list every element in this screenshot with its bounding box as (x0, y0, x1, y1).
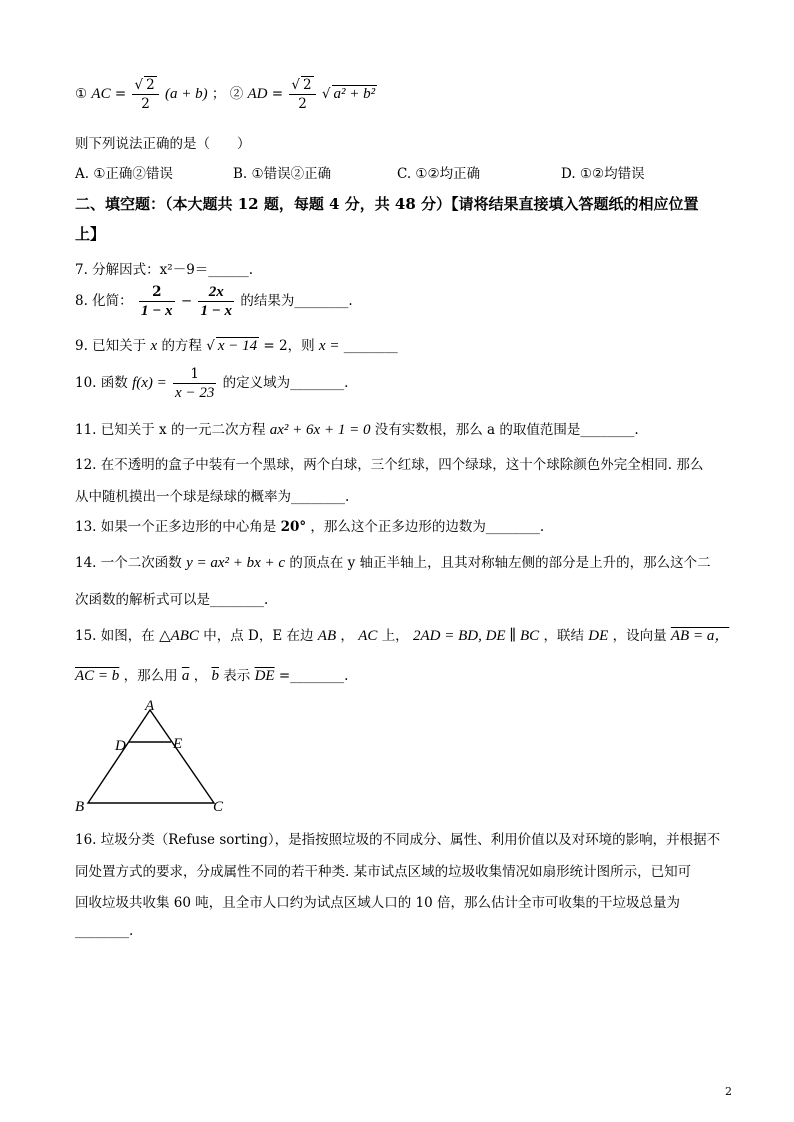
q9-x: x (150, 338, 158, 354)
page-number: 2 (725, 1085, 732, 1098)
sqrt2-over-2-fraction-2: $\frac{√ 2}{2}$ (289, 76, 315, 113)
q10-suffix: 的定义域为________. (222, 375, 349, 391)
prev-question-stem: 则下列说法正确的是（ ） (75, 136, 251, 152)
q15-ac: AC (358, 628, 378, 644)
option-b[interactable]: B. ①错误②正确 (233, 166, 332, 182)
question-8: 8. 化简： $\frac{2}{1 - x}$ − $\frac{2x}{1 - x}$ 的结果为________. (75, 284, 353, 319)
question-11 (75, 418, 734, 439)
denominator-2: 2 (141, 96, 150, 112)
question-16-line1: 16. 垃圾分类（Refuse sorting），是指按照垃圾的不同成分、属性、利用价值以及对环境的影响，并根据不 (75, 832, 721, 848)
q15-condition: 2AD = BD, DE ∥ BC (412, 628, 540, 644)
q15-prefix: 15. 如图，在 (75, 628, 155, 644)
question-7: 7. 分解因式：x²－9＝______. (75, 262, 254, 278)
q9-mid: 的方程 (161, 338, 202, 354)
prev-question-formulas: ① AC = $\frac{√ 2}{2}$ (a + b) ； ② AD = $\frac{√ 2}{2}$ √ a² + b² (75, 77, 376, 112)
triangle-abc (88, 710, 214, 803)
question-15-line2 (75, 664, 734, 685)
q15-line2-c: 表示 (223, 668, 251, 684)
question-16-line3: 回收垃圾共收集 60 吨，且全市人口约为试点区域人口的 10 倍，那么估计全市可收集的干垃圾总量为 (75, 895, 681, 911)
question-13 (75, 515, 734, 535)
q9-radicand: x − 14 (217, 338, 258, 354)
sqrt2-over-2-fraction-1: $\frac{√ 2}{2}$ (132, 76, 158, 113)
q14-equation: y = ax² + bx + c (186, 555, 286, 571)
q15-sep: ， (193, 668, 208, 684)
q15-vector-a: $\overline{a}$ (181, 668, 190, 684)
a2-plus-b2-radicand: a² + b² (333, 86, 376, 102)
q13-prefix: 13. 如果一个正多边形的中心角是 (75, 519, 277, 535)
q8-den-2: 1 − x (200, 303, 233, 319)
option-c[interactable]: C. ①②均正确 (397, 166, 481, 182)
q15-line2-d: =________. (278, 668, 349, 684)
q15-mid2: 上， (381, 628, 409, 644)
ac-label: AC (91, 86, 111, 102)
question-12-line2: 从中随机摸出一个球是绿球的概率为________. (75, 489, 350, 505)
sqrt2-radicand-2: 2 (303, 77, 312, 93)
q8-prefix: 8. 化简： (75, 293, 133, 309)
question-15-line1 (75, 624, 734, 645)
label-d: D (115, 738, 126, 754)
q8-fraction-2 (198, 283, 234, 320)
q15-line2-b: ，那么用 (123, 668, 178, 684)
q8-suffix: 的结果为________. (240, 293, 353, 309)
q15-vector-b: $\overline{b}$ (211, 668, 219, 684)
q10-prefix: 10. 函数 (75, 375, 128, 391)
ad-label: AD (247, 86, 268, 102)
question-16-line2: 同处置方式的要求，分成属性不同的若干种类. 某市试点区域的垃圾收集情况如扇形统计图所示，已知可 (75, 864, 692, 880)
section-2-title: 二、填空题：（本大题共 12 题，每题 4 分，共 48 分）【请将结果直接填入答题纸的相应位置 (75, 195, 699, 213)
label-a: A (145, 698, 155, 714)
q15-vector-ab: AB = a， (670, 628, 730, 644)
q8-num-2: 2x (198, 283, 234, 302)
option-d[interactable]: D. ①②均错误 (561, 166, 645, 182)
q11-equation: ax² + 6x + 1 = 0 (269, 422, 371, 438)
q11-suffix: 没有实数根，那么 a 的取值范围是________. (374, 422, 639, 438)
q10-fraction (173, 365, 216, 402)
item-1-marker: ① (75, 86, 88, 102)
question-12-line1: 12. 在不透明的盒子中装有一个黑球，两个白球，三个红球，四个绿球，这十个球除颜色外完全相同. 那么 (75, 457, 704, 473)
section-2-title-cont: 上】 (75, 225, 106, 243)
q8-num-1: 2 (139, 283, 175, 302)
q9-xeq: x = (318, 338, 340, 354)
q8-fraction-1 (139, 283, 175, 320)
denominator-2b: 2 (298, 96, 307, 112)
q8-den-1: 1 − x (140, 303, 173, 319)
question-14 (75, 551, 734, 572)
q15-mid1: 中，点 D，E 在边 (203, 628, 314, 644)
q10-num: 1 (173, 365, 216, 384)
label-b: B (75, 799, 85, 815)
q14-prefix: 14. 一个二次函数 (75, 555, 182, 571)
q15-de: DE (588, 628, 609, 644)
option-a[interactable]: A. ①正确②错误 (75, 166, 173, 182)
q10-den: x − 23 (175, 385, 215, 401)
q9-eq: = 2，则 (263, 338, 315, 354)
q14-suffix: 的顶点在 y 轴正半轴上，且其对称轴左侧的部分是上升的，那么这个二 (289, 555, 711, 571)
q15-vector-ac: AC = b (75, 668, 120, 684)
semicolon: ； (211, 86, 226, 102)
q9-answer-blank[interactable]: ________ (343, 338, 398, 354)
q13-angle: 20° (280, 519, 307, 535)
label-e: E (173, 736, 183, 752)
item-2-marker: ② (229, 86, 244, 102)
question-16-line4: ________. (75, 923, 134, 939)
triangle-figure (70, 696, 240, 816)
q15-vector-de: $\overline{DE}$ (254, 668, 275, 684)
q15-ab: AB (317, 628, 337, 644)
q15-comma: ， (340, 628, 354, 644)
paren-a-plus-b: (a + b) (164, 86, 208, 102)
label-c: C (213, 799, 224, 815)
sqrt2-radicand: 2 (146, 77, 155, 93)
q13-suffix: ，那么这个正多边形的边数为________. (310, 519, 545, 535)
q15-triangle: △ABC (159, 628, 199, 644)
q15-mid4: ，设向量 (612, 628, 667, 644)
question-9: 9. 已知关于 x 的方程 √ x − 14 = 2，则 x = ________ (75, 338, 398, 354)
question-14-line2: 次函数的解析式可以是________. (75, 592, 269, 608)
q9-prefix: 9. 已知关于 (75, 338, 147, 354)
question-10 (75, 365, 734, 402)
q11-prefix: 11. 已知关于 x 的一元二次方程 (75, 422, 266, 438)
q15-mid3: ，联结 (543, 628, 584, 644)
q10-fx: f(x) = (132, 375, 167, 391)
